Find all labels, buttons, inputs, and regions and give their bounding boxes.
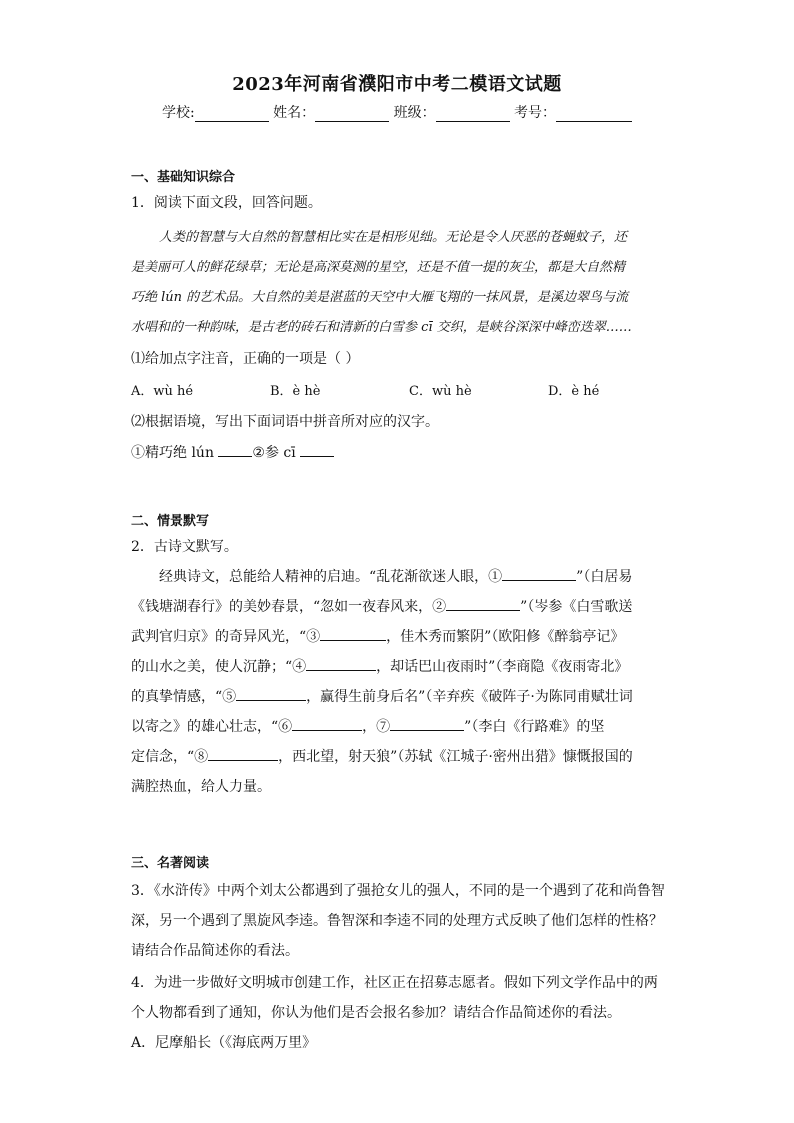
passage-line: 巧绝 lún 的艺术品。大自然的美是湛蓝的天空中大雁飞翔的一抹风景，是溪边翠鸟与流 [131, 290, 629, 305]
question-4-line: 4．为进一步做好文明城市创建工作，社区正在招募志愿者。假如下列文学作品中的两 [131, 975, 658, 991]
option-a[interactable]: A．wù hé [131, 384, 194, 399]
class-blank[interactable] [436, 107, 510, 122]
passage-line: 水唱和的一种韵味，是古老的砖石和清新的白雪参 cī 交织，是峡谷深深中峰峦迭翠…… [131, 320, 632, 335]
option-b[interactable]: B．è hè [270, 384, 321, 399]
poem-text: 定信念，“ [131, 749, 195, 765]
poem-text: ，西北望，射天狼”（苏轼《江城子·密州出猎》慷慨报国的 [278, 749, 633, 765]
poem-blank-1[interactable] [502, 568, 576, 581]
name-label: 姓名： [273, 105, 316, 121]
fill-b-label: ②参 cī [252, 445, 301, 461]
question-3-line: 3．《水浒传》中两个刘太公都遇到了强抢女儿的强人，不同的是一个遇到了花和尚鲁智 [131, 883, 665, 899]
poem-text: 满腔热血，给人力量。 [131, 779, 271, 795]
poem-blank-2[interactable] [446, 598, 520, 611]
fill-a-blank[interactable] [218, 444, 252, 457]
blank-number: ⑥ [278, 719, 293, 735]
poem-text: ，赢得生前身后名”（辛弃疾《破阵子·为陈同甫赋壮词 [306, 689, 633, 705]
section-heading-1: 一、基础知识综合 [131, 170, 236, 185]
poem-blank-3[interactable] [320, 628, 386, 641]
blank-number: ③ [306, 629, 321, 645]
poem-blank-6[interactable] [292, 718, 362, 731]
blank-number: ⑦ [376, 719, 391, 735]
blank-number: ④ [292, 659, 307, 675]
student-info-line [0, 102, 794, 122]
option-c[interactable]: C．wù hè [409, 384, 472, 399]
question-4-option-a[interactable]: A．尼摩船长（《海底两万里》 [131, 1035, 317, 1051]
question-4-line: 个人物都看到了通知，你认为他们是否会报名参加？请结合作品简述你的看法。 [131, 1005, 621, 1021]
poem-line [131, 626, 624, 646]
sub-question-1: ⑴给加点字注音，正确的一项是（ ） [131, 351, 360, 367]
poem-text: ”（白居易 [576, 569, 633, 585]
question-3-line: 深，另一个遇到了黑旋风李逵。鲁智深和李逵不同的处理方式反映了他们怎样的性格？ [131, 913, 663, 929]
poem-line [131, 656, 628, 676]
poem-text: 《钱塘湖春行》的美妙春景，“忽如一夜春风来， [131, 599, 433, 615]
id-label: 考号： [514, 105, 557, 121]
poem-blank-5[interactable] [236, 688, 306, 701]
id-blank[interactable] [556, 107, 632, 122]
poem-text: ，却话巴山夜雨时”（李商隐《夜雨寄北》 [376, 659, 629, 675]
page-title: 2023年河南省濮阳市中考二模语文试题 [232, 74, 562, 95]
poem-text: 经典诗文，总能给人精神的启迪。“乱花渐欲迷人眼， [159, 569, 489, 585]
fill-in-line [131, 442, 334, 462]
poem-line [131, 746, 633, 766]
poem-text: 的真挚情感，“ [131, 689, 223, 705]
question-2-stem: 2．古诗文默写。 [131, 539, 238, 555]
option-d[interactable]: D．è hé [548, 384, 600, 399]
poem-line [131, 596, 632, 616]
poem-line [131, 686, 633, 706]
passage-line: 人类的智慧与大自然的智慧相比实在是相形见绌。无论是令人厌恶的苍蝇蚊子，还 [159, 230, 628, 245]
name-blank[interactable] [315, 107, 389, 122]
poem-blank-8[interactable] [208, 748, 278, 761]
poem-blank-4[interactable] [306, 658, 376, 671]
school-blank[interactable] [195, 107, 269, 122]
poem-text: 的山水之美，使人沉静；“ [131, 659, 293, 675]
blank-number: ⑧ [194, 749, 209, 765]
poem-text: ”（岑参《白雪歌送 [520, 599, 633, 615]
poem-text: ，佳木秀而繁阴”（欧阳修《醉翁亭记》 [386, 629, 625, 645]
poem-line [159, 566, 632, 586]
poem-text: ， [362, 719, 377, 735]
class-label: 班级： [393, 105, 436, 121]
question-3-line: 请结合作品简述你的看法。 [131, 943, 299, 959]
poem-line [131, 716, 604, 736]
poem-text: 以寄之》的雄心壮志，“ [131, 719, 279, 735]
blank-number: ① [488, 569, 503, 585]
passage-line: 是美丽可人的鲜花绿草；无论是高深莫测的星空，还是不值一提的灰尘，都是大自然精 [131, 260, 626, 275]
question-1-stem: 1．阅读下面文段，回答问题。 [131, 195, 322, 211]
section-heading-2: 二、情景默写 [131, 514, 210, 529]
blank-number: ⑤ [222, 689, 237, 705]
fill-a-label: ①精巧绝 lún [131, 445, 219, 461]
poem-text: ”（李白《行路难》的坚 [464, 719, 605, 735]
poem-blank-7[interactable] [390, 718, 464, 731]
section-heading-3: 三、名著阅读 [131, 856, 210, 871]
fill-b-blank[interactable] [300, 444, 334, 457]
blank-number: ② [432, 599, 447, 615]
school-label: 学校: [161, 105, 195, 121]
poem-text: 武判官归京》的奇异风光，“ [131, 629, 307, 645]
sub-question-2: ⑵根据语境，写出下面词语中拼音所对应的汉字。 [131, 414, 439, 430]
poem-line [131, 776, 271, 796]
